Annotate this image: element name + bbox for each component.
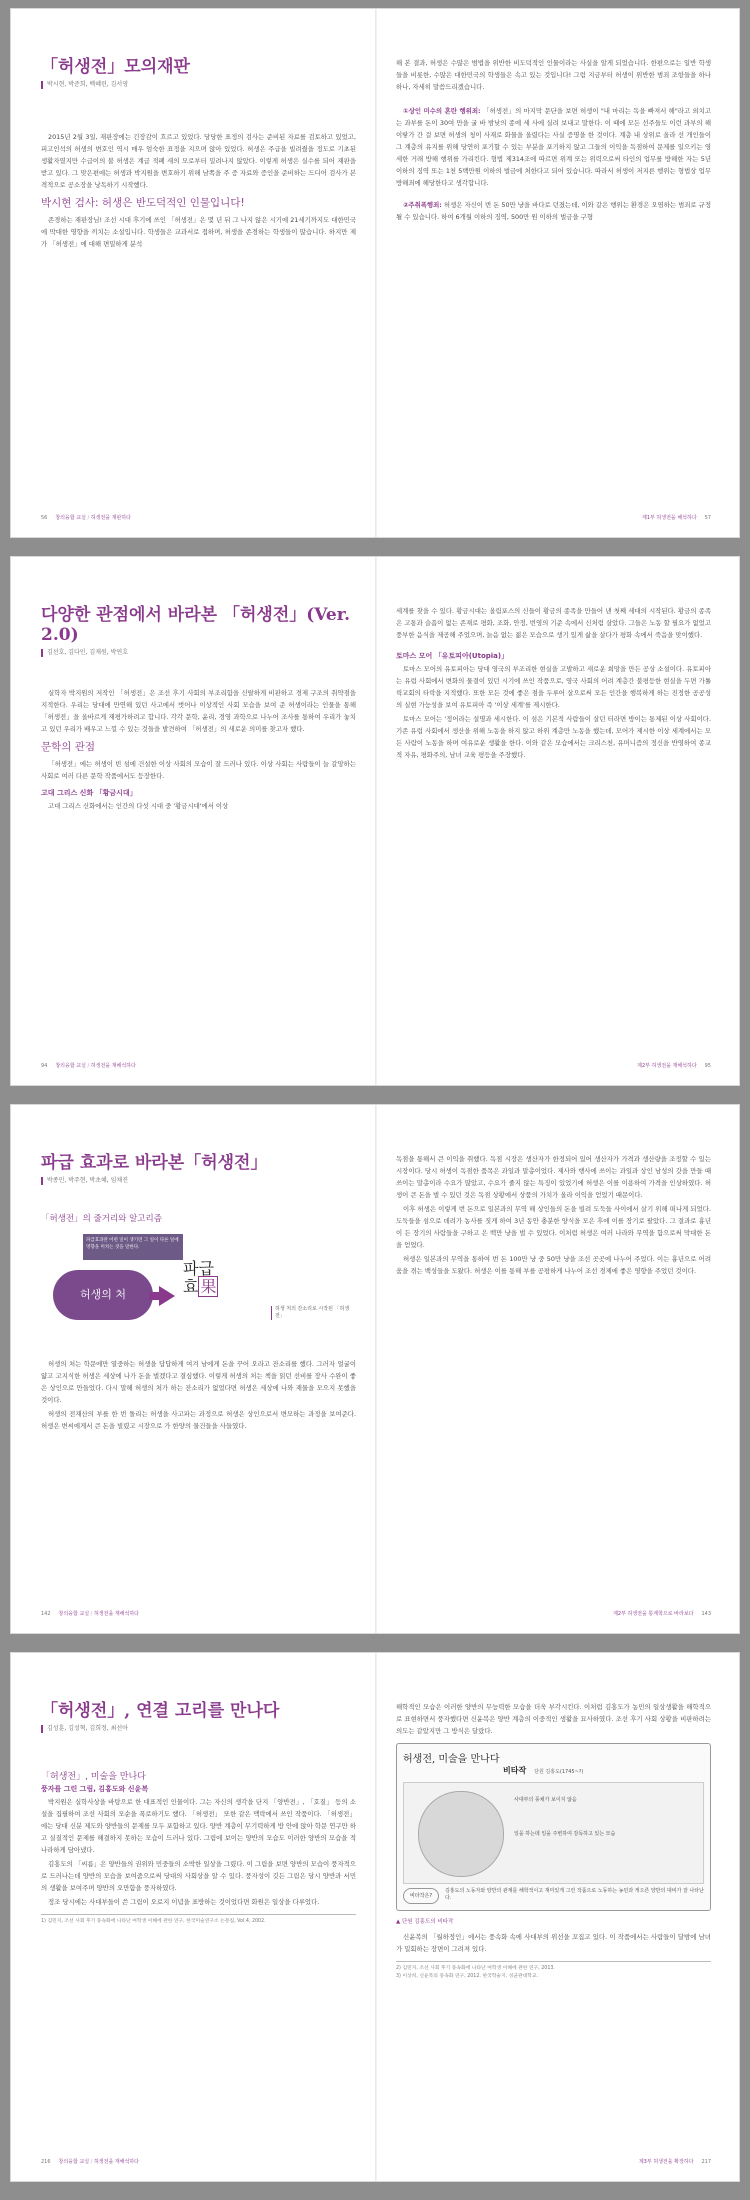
- chapter-title: 「허생전」모의재판: [41, 57, 190, 77]
- figure-caption: ▲ 단원 김홍도의 비타작: [396, 1919, 454, 1925]
- chapter-title: 다양한 관점에서 바라본 「허생전」(Ver. 2.0): [41, 605, 351, 645]
- gutter: [375, 1105, 377, 1633]
- body-text: 「허생전」의 마지막 문단을 보면 허생이 "내 마리는 독을 빠져서 해"라고 외치고는 과부를 돈이 30여 만을 굴 바 밤낮의 종에 세 사에 실려 보내고 말한다. 이 때에 모든 선주들도 이런 과부의 해 이랗가 간 걸 보면 허생의 청이 사재로 화물을 올렸다는 사실 증명을 한 것이다. 계층 내 상위로 올라 선 개인들이 그 계층의 유지를 위해 당연히 포기할 수 있는 부분을 포기하지 않고 그들의 이익을 독점하여 문제를 일으키는 영세한 거래 방해 행위를 가리킨다. 형법 제314조에 따르면 위계 또는 위력으로써 타인의 업무를 방해한 자는 5년 이하의 징역 또는 1천 5백만원 이하의 벌금에 처한다고 되어 있습니다. 따라서 허생이 저지른 행위는 형법상 업무방해죄에 해당한다고 생각합니다.: [396, 107, 711, 187]
- right-page: [396, 1653, 711, 2181]
- section-subheading: 풍자를 그린 그림, 김홍도와 신윤복: [41, 1785, 149, 1793]
- body-paragraph: 토마스 모어의 유토피아는 당대 영국의 부조리한 현실을 고발하고 새로운 희망을 만든 공상 소설이다. 유토피아는 유럽 사회에서 변화의 물결이 있던 시기에 쓰인 작품으로, 영국 사회의 어려 계층간 불평등한 현실을 두면 가톨릭교회의 타락을 지적했다. 또한 모든 것에 좋은 점을 두루어 살으로써 모든 인간을 행복하게 하는 진정한 공공성의 실현 가능성을 보여 유토피아 즉 '이상 세계'를 제시한다.: [396, 665, 711, 709]
- left-page: [41, 9, 356, 537]
- page-footer-right: [396, 1062, 711, 1069]
- authors: 박시현, 박준희, 백혜린, 김서영: [41, 81, 356, 89]
- artwork-circle: [418, 1791, 504, 1877]
- book-title: 창의융합 교실: [58, 1611, 90, 1617]
- footnotes: [396, 1961, 711, 1981]
- intro-paragraph: 실학자 박지원의 저작인 「허생전」은 조선 후기 사회의 부조리함을 신랄하게 비판하고 경제 구조의 취약점을 지적한다. 우리는 당대에 만연해 있던 사고에서 벗어나 이상적인 사회 모습을 보여 준 허생이라는 인물을 통해 「허생전」을 올바르게 재평가하려고 합니다. 각각 문학, 윤리, 경영 과학으로 나누어 조사를 통하여 우리가 놓치고 있던 우리가 배우고 느낄 수 있는 것들을 발견하여 「허생전」의 새로운 의미를 찾고자 했다.: [41, 689, 356, 733]
- diagram: [41, 1230, 356, 1350]
- spread-2: [10, 556, 740, 1086]
- footnotes: [41, 1914, 356, 1926]
- page-number: 56: [41, 515, 48, 521]
- body-paragraph: 존경하는 재판장님! 조선 시대 후기에 쓰인 「허생전」은 몇 년 뒤 그 나지 않은 시기에 21세기까지도 대한민국에 막대한 영향을 끼치는 소설입니다. 학생들은 교과서로 접하며, 허생을 존경하는 학생들이 많습니다. 하지만 제가 「허생전」에 대해 면밀하게 분석: [41, 216, 356, 248]
- authors: 박종민, 박주현, 박초혜, 임채진: [41, 1177, 356, 1185]
- chapter-name: 허생전을 재해석하다: [90, 1063, 136, 1069]
- chapter-name: 허생전을 재해석하다: [93, 2159, 140, 2165]
- footnote: 3) 이상희, 신윤복의 풍속화 연구, 2012. 한국학술지, 성균관대학교.: [396, 1974, 539, 1979]
- spread-4: [10, 1652, 740, 2182]
- book-title: 창의융합 교실: [55, 1063, 86, 1069]
- right-page: [396, 9, 711, 537]
- left-page: [41, 1653, 356, 2181]
- annotation-2: 일을 하는데 일을 주변하여 감독하고 있는 모습: [514, 1831, 616, 1837]
- chapter-name: 제3부 허생전을 확장하다: [638, 2159, 694, 2165]
- chapter-name: 허생전을 재판하다: [90, 515, 132, 521]
- body-paragraph: 김홍도의 「씨름」은 양반들의 권위와 민중들의 소박한 일상을 그렸다. 이 그림을 보면 양반의 모습이 풍자적으로 드러나는데 양반의 모습을 보여줌으로써 당대의 사회상을 알 수 있다. 풍자성이 깃든 그림은 당시 양반과 서민의 생활을 보여주며 양반의 오만함을 풍자하였다.: [41, 1860, 356, 1892]
- body-paragraph: 고대 그리스 신화에서는 인간의 다섯 시대 중 '황금시대'에서 이상: [48, 802, 229, 810]
- gutter: [375, 9, 377, 537]
- book-title: 창의융합 교실: [58, 2159, 90, 2165]
- body-paragraph: 허생의 전재산의 부를 한 번 돌리는 허생을 사고파는 과정으로 허생은 상인으로서 변모하는 과정을 보여준다. 허생은 변씨에게서 큰 돈을 빌렸고 시장으로 가 한양의 물건들을 사들였다.: [41, 1410, 356, 1430]
- subsection-heading: 고대 그리스 신화 「황금시대」: [41, 789, 137, 797]
- page-footer-left: 56 창의융합 교실 / 허생전을 재판하다: [41, 515, 132, 521]
- body-text: 허생은 자신이 번 돈 50만 냥을 바다로 던졌는데, 이와 같은 행위는 환경은 오염하는 범죄로 규정 될 수 있습니다. 하여 6개월 이하의 징역, 500만 원 이하의 벌금을 구형: [396, 201, 711, 221]
- box-title: 허생전, 미술을 만나다: [403, 1754, 500, 1765]
- book-title: 창의융합 교실: [55, 515, 86, 521]
- annotation-1: 사대부의 풍채가 보이지 않음: [514, 1797, 577, 1803]
- body-paragraph: 이후 허생은 이렇게 번 돈으로 일본과의 무역 해 상인들의 돈을 빌려 도둑들 사이에서 살기 위해 떠나게 되었다. 도둑들을 섬으로 데려가 농사를 짓게 하여 3년 동안 충분한 양식을 모은 후에 이를 장기로 팔았다. 그 결과로 흉년이 든 장기의 사람들을 구하고 은 백만 냥을 벌 수 있었다. 이처럼 허생은 여러 나라와 무역을 함으로써 막대한 돈을 얻었다.: [396, 1205, 711, 1249]
- gutter: [375, 557, 377, 1085]
- gutter: [375, 1653, 377, 2181]
- artwork-image: [403, 1782, 704, 1884]
- page-footer-left: 216 창의융합 교실 / 허생전을 재해석하다: [41, 2159, 140, 2165]
- diagram-left-circle: [53, 1270, 153, 1320]
- right-page: [396, 557, 711, 1085]
- chapter-name: 제2부 허생전을 통계학으로 바라보다: [613, 1611, 694, 1617]
- body-paragraph: 해 본 결과, 허생은 수많은 범법을 위반한 비도덕적인 인물이라는 사실을 알게 되었습니다. 한편으로는 일반 학생들을 비롯한, 수많은 대한민국의 학생들은 속고 있는 것입니다! 그럼 지금부터 허생이 위반한 범죄 조항들을 하나하나, 자세히 말씀드리겠습니다.: [396, 59, 711, 91]
- authors: 김성훈, 김성혁, 김희정, 최선아: [41, 1725, 356, 1733]
- section-heading: 문학의 관점: [41, 741, 96, 753]
- chapter-name: 제1부 허생전을 해석하다: [642, 515, 697, 521]
- body-paragraph: 허생의 처는 학문에만 열중하는 허생을 답답하게 여겨 남에게 돈을 꾸어 오라고 잔소리를 했다. 그러자 얼굴이 얇고 고지식한 허생은 세상에 나가 돈을 벌겠다고 결심했다. 이렇게 허생의 처는 책을 읽던 선비를 장사 수완이 좋은 상인으로 만들었다. 다시 말해 허생의 처가 하는 잔소리가 없었다면 허생은 세상에 나와 재물을 모으지 못했을 것이다.: [41, 1360, 356, 1404]
- diagram-caption: 허생 처의 잔소리로 시작된 「허생전」: [271, 1306, 355, 1320]
- diagram-note: 파급효과란 어떤 일이 생기면 그 일이 다른 일에 영향을 미치는 것을 말한다.: [83, 1234, 183, 1260]
- chapter-title: 「허생전」, 연결 고리를 만나다: [41, 1701, 280, 1721]
- page-number: 57: [704, 515, 711, 521]
- diagram-right: [183, 1260, 253, 1296]
- page-number: 143: [701, 1611, 711, 1617]
- body-paragraph: 허생은 일본과의 무역을 통하여 번 돈 100만 냥 중 50만 냥을 조선 곳곳에 나누어 주었다. 이는 흉년으로 어려움을 겪는 백성들을 도왔다. 허생은 이를 통해 부를 공평하게 나누어 조선 경제에 좋은 영향을 주었던 것이다.: [396, 1255, 711, 1275]
- diagram-right-top: 파급: [183, 1259, 214, 1278]
- box-date: 단원 김홍도(1745~?): [534, 1769, 584, 1775]
- page-footer-left: 94 창의융합 교실 / 허생전을 재해석하다: [41, 1063, 136, 1069]
- subsection-heading: 토마스 모어 「유토피아(Utopia)」: [396, 652, 509, 660]
- footnote: 1) 김민지, 조선 사회 후기 풍속화에 나타난 여학생 이해에 관한 연구, 한국미술연구소 논문집, Vol.4, 2002.: [41, 1919, 266, 1924]
- page-number: 95: [704, 1063, 711, 1069]
- section-heading: 박시현 검사: 허생은 반도덕적인 인물입니다!: [41, 197, 245, 209]
- body-paragraph: 독점을 통해서 큰 이익을 취했다. 독점 시장은 생산자가 한정되어 있어 생산자가 가격과 생산량을 조정할 수 있는 시장이다. 당시 허생이 독점한 품목은 과일과 말총이었다. 제사와 행사에 쓰이는 과일과 상인 남성의 갓을 만들 때 쓰이는 말총이라 수요가 많았고, 수요가 줄지 않는 특징이 있었기에 허생은 이를 이용하여 가격을 인상하였다. 허생이 큰 돈을 벌 수 있던 것은 독점 상황에서 상품의 가치가 올라 이익을 얻었기 때문이다.: [396, 1155, 711, 1199]
- art-box: [396, 1743, 711, 1911]
- box-bottom-text: 김홍도의 노동자와 양반의 관계를 해학적이고 재미있게 그린 작품으로 노동하는 농민과 게으른 양반의 대비가 잘 나타난다.: [444, 1888, 704, 1901]
- chapter-name: 허생전을 재해석하다: [93, 1611, 140, 1617]
- section-heading: 「허생전」, 미술을 만나다: [41, 1772, 146, 1782]
- body-paragraph: 정조 당시에는 사대부들이 쓴 그림이 오로지 이념을 표방하는 것이었다면 화원은 일상을 다루었다.: [48, 1898, 320, 1906]
- page-footer-left: 142 창의융합 교실 / 허생전을 재해석하다: [41, 1611, 140, 1617]
- spread-1: [10, 8, 740, 538]
- page-footer-right: [396, 1610, 711, 1617]
- body-paragraph: 세계를 찾을 수 있다. 황금시대는 올림포스의 신들이 황금의 종족을 만들어 낸 첫째 세대의 시작된다. 황금의 종족은 고통과 슬픔이 없는 존재로 평화, 조화, 안정, 번영의 기준 속에서 신처럼 살았다. 그들은 노동 할 필요가 없었고 풍부한 음식을 제공해 주었으며, 늙음 없는 젊은 모습으로 생기 있게 삶을 살다가 평화 속에서 죽음을 맞이했다.: [396, 607, 711, 639]
- chapter-title: 파급 효과로 바라본「허생전」: [41, 1153, 268, 1173]
- inline-heading: ②주취폭행죄:: [403, 201, 442, 209]
- page-number: 217: [701, 2159, 711, 2165]
- left-page: [41, 1105, 356, 1633]
- body-paragraph: 「허생전」에는 허생이 빈 섬에 건설한 이상 사회의 모습이 잘 드러나 있다. 이상 사회는 사람들이 늘 갈망하는 사회로 여러 다른 문학 작품에서도 등장한다.: [41, 760, 356, 780]
- left-page: [41, 557, 356, 1085]
- footnote: 2) 김민지, 조선 사회 후기 풍속화에 나타난 여학생 이해에 관한 연구, 2013.: [396, 1966, 555, 1971]
- section-heading: 「허생전」의 줄거리와 알고리즘: [41, 1214, 162, 1224]
- page-footer-right: [396, 514, 711, 521]
- diagram-right-bottom: 효: [183, 1277, 199, 1296]
- page-number: 216: [41, 2159, 51, 2165]
- body-paragraph: 토마스 모어는 '정어라는 설명과 세시한다. 이 섬은 기본적 사람들이 살던 터라면 방이는 통제된 이상 사회이다. 기존 유럽 사회에서 생산을 위해 노동을 하지 않고 하위 계층만 노동을 했는데, 모어가 제시한 이상 세계에서는 모든 사람이 노동을 하며 여유로운 생활을 한다. 이와 같은 모습에서는 크리스천, 유머니즘의 정신을 반영하여 종교적 자유, 평화주의, 남녀 교육 평등을 주장했다.: [396, 715, 711, 759]
- arrow-icon: [159, 1286, 175, 1306]
- right-page: [396, 1105, 711, 1633]
- body-paragraph: 해학적인 모습은 이러한 양반의 무능력한 모습을 더욱 부각시킨다. 이처럼 김홍도가 농민의 일상생활을 해학적으로 표현하면서 풍자했다면 신윤복은 양반 계층의 이중적인 생활을 묘사하였다. 조선 후기 사회 상황을 비판하려는 의도는 같았지만 그 방식은 달랐다.: [396, 1703, 711, 1735]
- body-paragraph: 신윤복의 「월하정인」에서는 풍속화 속에 사대부의 위선을 꼬집고 있다. 이 작품에서는 사람들이 달밤에 남녀가 밀회하는 장면이 그려져 있다.: [396, 1933, 711, 1953]
- diagram-kanji: 果: [200, 1277, 217, 1296]
- spread-3: [10, 1104, 740, 1634]
- body-paragraph: 박지원은 실학사상을 바탕으로 한 대표적인 인물이다. 그는 자신의 생각을 단지 「양반전」, 「호질」 등의 소설을 집필하여 조선 사회의 모순을 폭로하기도 했다. 「허생전」 또한 같은 맥락에서 쓰인 작품이다. 「허생전」에는 당대 신분 제도와 양반들의 문제를 모두 포함하고 있다. 양반 계층이 무기력하게 방 안에 앉아 학문 연구만 하고 실질적인 문제를 해결하지 못하는 모습이 드러나 있다. 그림에 보이는 양반의 모습도 이러한 양반의 모습을 적나라하게 담아냈다.: [41, 1798, 356, 1854]
- authors: 김선호, 김다인, 김재원, 박연호: [41, 649, 356, 657]
- diagram-left-label: 허생의 처: [79, 1288, 126, 1301]
- chapter-name: 제2부 허생전을 재해석하다: [637, 1063, 697, 1069]
- inline-heading: ①상인 미수의 혼란 행위죄:: [403, 107, 481, 115]
- page-number: 94: [41, 1063, 48, 1069]
- box-bottom-label: 비타작은?: [403, 1888, 439, 1904]
- intro-paragraph: 2015년 2월 3일, 재판장에는 긴장감이 흐르고 있었다. 당당한 표정의 검사는 준비된 자료를 검토하고 있었고, 피고인석의 허생의 변호인 역시 매우 엄숙한 표정을 지으며 앉아 있었다. 허생은 주급을 빌려줬을 정도로 기초된 생활자였지만 수급이의 불 허생은 계급 적폐 새의 모로부터 밀려나지 않았다. 이렇게 허생은 실수를 되어 재판을 받고 있다. 그 맞은편에는 허생과 박지원을 변호하기 위해 남쪽을 주 증 자료와 증인을 준비하는 드디어 검사가 본격적으로 공소장을 낭독하기 시작했다.: [41, 133, 356, 189]
- page-number: 142: [41, 1611, 51, 1617]
- box-subtitle: 비타작: [503, 1766, 527, 1775]
- arrow-shaft: [149, 1292, 161, 1300]
- page-footer-right: [396, 2158, 711, 2165]
